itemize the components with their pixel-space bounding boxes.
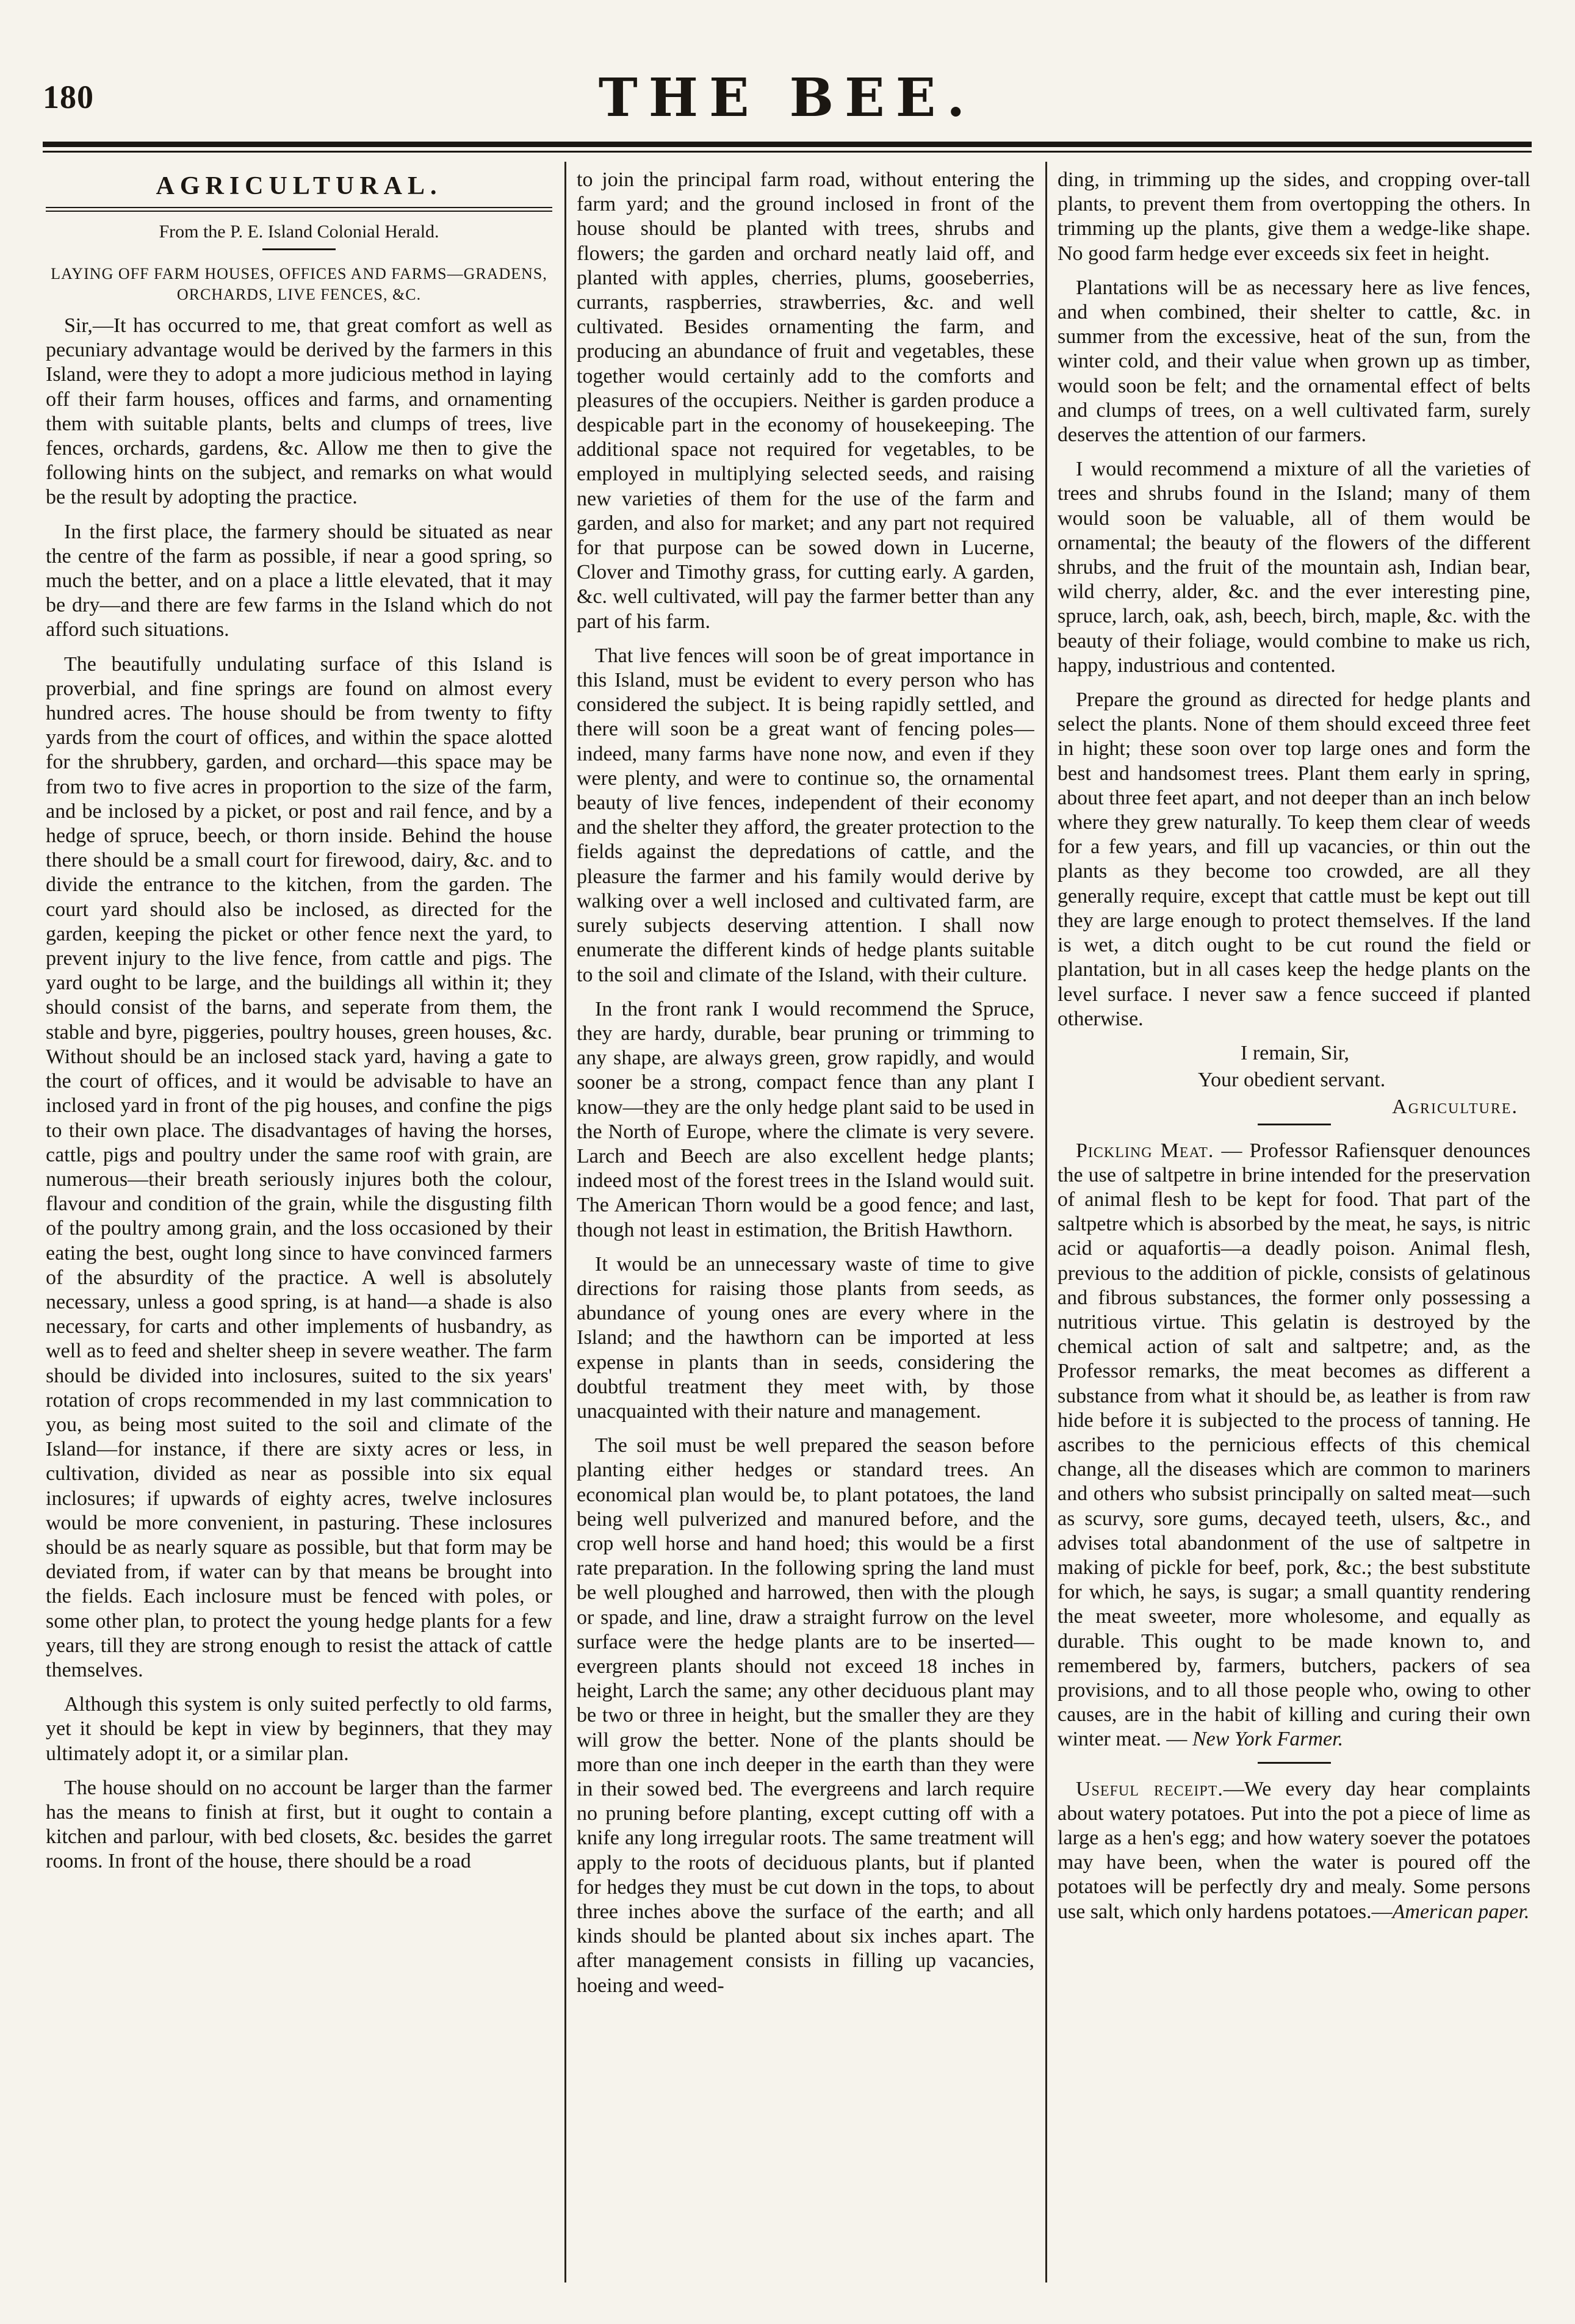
article-source: New York Farmer. (1192, 1728, 1344, 1751)
paragraph: ding, in trimming up the sides, and cropping over-tall plants, to prevent them from overtopping the others. In trimming up the plants, give them a wedge-like shape. No good farm hedge ever exceeds six feet in height. (1058, 168, 1530, 265)
signature-line: I remain, Sir, (1241, 1041, 1350, 1064)
paragraph: The soil must be well prepared the season before planting either hedges or standard trees. An economical plan would be, to plant potatoes, the land being well pulverized and manured before, and the crop well horse and hand hoed; this would be a first rate preparation. In the following spring the land must be well ploughed and harrowed, then with the plough or spade, and line, draw a straight furrow on the level surface were the hedge plants are to be inserted—evergreen plants should not exceed 18 inches in height, Larch the same; any other deciduous plant may be two or three in height, but the smaller they are they will grow the better. None of the plants should be more than one inch deeper in the earth than they were in their sowed bed. The evergreens and larch require no pruning before planting, except cutting off with a knife any long irregular roots. The same treatment will apply to the roots of deciduous plants, but if planted for hedges they must be cut down in the tops, to about three inches above the surface of the earth; and all kinds should be planted about six inches apart. The after management consists in filling up vacancies, hoeing and weed- (577, 1434, 1034, 1997)
paragraph: The house should on no account be larger than the farmer has the means to finish at first, but it ought to contain a kitchen and parlour, with bed closets, &c. besides the garret rooms. In front of the house, there should be a road (46, 1776, 552, 1873)
journal-title: THE BEE. (598, 67, 976, 129)
column-3 (1058, 168, 1530, 2282)
short-rule (262, 248, 336, 250)
paragraph: Prepare the ground as directed for hedge plants and select the plants. None of them should exceed three feet in hight; these soon over top large ones and form the best and handsomest trees. Plant them early in spring, about three feet apart, and not deeper than an inch below where they grew naturally. To keep them clear of weeds for a few years, and fill up vacancies, or thin out the plants as they become too crowded, are all they generally require, except that cattle must be kept out till they are large enough to protect themselves. If the land is wet, a ditch ought to be cut round the field or plantation, but in all cases keep the hedge plants on the level surface. I never saw a fence succeed if planted otherwise. (1058, 688, 1530, 1030)
section-heading: AGRICULTURAL. (156, 172, 442, 200)
paragraph: That live fences will soon be of great importance in this Island, must be evident to every person who has considered the subject. It is being rapidly settled, and there will soon be a great want of fencing poles—indeed, many farms have none now, and even if they were plenty, and were to continue so, the ornamental beauty of live fences, independent of their economy and the shelter they afford, the greater protection to the fields against the depredations of cattle, and the pleasure the farmer and his family would derive by walking over a well inclosed and cultivated farm, are surely subjects deserving attention. I shall now enumerate the different kinds of hedge plants suitable to the soil and climate of the Island, with their culture. (577, 644, 1034, 986)
header-rule-thick (43, 142, 1532, 147)
heading-rule (46, 207, 552, 208)
article-source: American paper. (1392, 1900, 1530, 1923)
article-body: — Professor Rafiensquer denounces the use of saltpetre in brine intended for the preservation of animal flesh to be kept for food. That part of the saltpetre which is absorbed by the meat, he says, is nitric acid or aquafortis—a deadly poison. Animal flesh, previous to the addition of pickle, consists of gelatinous and fibrous substances, the former only possessing a nutritious virtue. This gelatin is destroyed by the chemical action of salt and saltpetre; and, as the Professor remarks, the meat becomes as different a substance from what it should be, as leather is from raw hide before it is subjected to the process of tanning. He ascribes to the pernicious effects of this chemical change, all the diseases which are common to mariners and others who subsist principally on salted meat—such as scurvy, sore gums, decayed teeth, ulsers, &c., and advises total abandonment of the use of saltpetre in making of pickle for beef, pork, &c.; the best substitute for which, he says, is sugar; a small quantity rendering the meat sweeter, more wholesome, and equally as durable. This ought to be made known to, and remembered by, farmers, butchers, packers of sea provisions, and to all those people who, owing to other causes, are in the habit of killing and curing their own winter meat. — (1058, 1139, 1530, 1751)
header-rule-thin (43, 151, 1532, 153)
source-credit: From the P. E. Island Colonial Herald. (159, 222, 439, 242)
column-divider (1045, 162, 1047, 2282)
paragraph: In the first place, the farmery should be situated as near the centre of the farm as possible, if near a good spring, so much the better, and on a place a little elevated, that it may be dry—and there are few farms in the Island which do not afford such situations. (46, 520, 552, 641)
article-body: —We every day hear complaints about watery potatoes. Put into the pot a piece of lime as large as a hen's egg; and how watery soever the potatoes may have been, when the water is poured off the potatoes will be perfectly dry and mealy. Some persons use salt, which only hardens potatoes.— (1058, 1777, 1530, 1923)
masthead (43, 67, 1532, 134)
pickling-meat-article (1058, 1139, 1530, 1752)
column-divider (564, 162, 566, 2282)
page-number: 180 (43, 79, 94, 115)
signature-name: Agriculture. (1392, 1095, 1518, 1119)
paragraph: In the front rank I would recommend the Spruce, they are hardy, durable, bear pruning or trimming to any shape, are always green, grow rapidly, and would sooner be a strong, compact fence than any plant I know—they are the only hedge plant said to be used in the North of Europe, where the climate is very severe. Larch and Beech are also excellent hedge plants; indeed most of the forest trees in the Island would suit. The American Thorn would be a good fence; and last, though not least in estimation, the British Hawthorn. (577, 997, 1034, 1241)
article-title: LAYING OFF FARM HOUSES, OFFICES AND FARMS—GRADENS, ORCHARDS, LIVE FENCES, &C. (51, 265, 547, 303)
column-1 (46, 168, 552, 2282)
paragraph: Sir,—It has occurred to me, that great comfort as well as pecuniary advantage would be derived by the farmers in this Island, were they to adopt a more judicious method in laying off their farm houses, offices and farms, and ornamenting them with suitable plants, belts and clumps of trees, live fences, orchards, gardens, &c. Allow me then to give the following hints on the subject, and remarks on what would be the result by adopting the practice. (46, 314, 552, 509)
column-2 (577, 168, 1034, 2282)
paragraph: It would be an unnecessary waste of time to give directions for raising those plants from seeds, as abundance of young ones are every where in the Island; and the hawthorn can be imported at less expense in plants than in seeds, considering the doubtful treatment they meet with, by those unacquainted with their nature and management. (577, 1252, 1034, 1423)
paragraph: Although this system is only suited perfectly to old farms, yet it should be kept in view by beginners, that they may ultimately adopt it, or a similar plan. (46, 1693, 552, 1765)
paragraph: I would recommend a mixture of all the varieties of trees and shrubs found in the Island; many of them would soon be valuable, all of them would be ornamental; the beauty of the flowers of the different shrubs, and the fruit of the mountain ash, Indian bear, wild cherry, alder, &c. and the ever interesting pine, spruce, larch, oak, ash, beech, birch, maple, &c. with the beauty of their foliage, would combine to make us rich, happy, industrious and contented. (1058, 458, 1530, 677)
paragraph: to join the principal farm road, without entering the farm yard; and the ground inclosed in front of the house should be planted with trees, shrubs and flowers; the garden and orchard neatly laid off, and planted with apples, cherries, plums, gooseberries, currants, raspberries, strawberries, &c. and well cultivated. Besides ornamenting the farm, and producing an abundance of fruit and vegetables, these together would certainly add to the comforts and pleasures of the occupiers. Neither is garden produce a despicable part in the economy of housekeeping. The additional space not required for vegetables, to be employed in multiplying selected seeds, and raising new varieties of them for the use of the farm and garden, and also for market; and any part not required for that purpose can be sowed down in Lucerne, Clover and Timothy grass, for cutting early. A garden, &c. well cultivated, will pay the farmer better than any part of his farm. (577, 168, 1034, 633)
paragraph: The beautifully undulating surface of this Island is proverbial, and fine springs are found on almost every hundred acres. The house should be from twenty to fifty yards from the court of offices, and within the space alotted for the shrubbery, garden, and orchard—this space may be from two to five acres in proportion to the size of the farm, and be inclosed by a picket, or post and rail fence, and by a hedge of spruce, beech, or thorn inside. Behind the house there should be a small court for firewood, dairy, &c. and to divide the entrance to the kitchen, from the garden. The court yard should also be inclosed, as directed for the garden, keeping the picket or other fence next the yard, to prevent injury to the live fence, from cattle and pigs. The yard ought to be large, and the buildings all within it; they should consist of the barns, and seperate from them, the stable and byre, piggeries, poultry houses, green houses, &c. Without should be an inclosed stack yard, having a gate to the court of offices, and it would be advisable to have an inclosed yard in front of the pig houses, and confine the pigs to their own place. The disadvantages of having the horses, cattle, pigs and poultry under the same roof with grain, are numerous—their breath seriously injures both the colour, flavour and condition of the grain, while the disgusting filth of the poultry among grain, and the loss occasioned by their eating the best, ought long since to have convinced farmers of the absurdity of the practice. A well is absolutely necessary, unless a good spring, is at hand—a shade is also necessary, for carts and other implements of husbandry, as well as to feed and shelter sheep in severe weather. The farm should be divided into inclosures, suited to the six years' rotation of crops recommended in my last commnication to you, as being most suited to the soil and climate of the Island—for instance, if there are sixty acres or less, in cultivation, divided as near as possible into six equal inclosures; if upwards of eighty acres, twelve inclosures would be more convenient, in pasturing. These inclosures should be as nearly square as possible, but that form may be deviated from, if water can by that means be brought into the fields. Each inclosure must be fenced with poles, or some other plan, to protect the young hedge plants for a few years, till they are strong enough to resist the attack of cattle themselves. (46, 652, 552, 1681)
short-rule (1258, 1762, 1331, 1764)
article-label: Useful receipt. (1076, 1777, 1224, 1800)
paragraph: Plantations will be as necessary here as live fences, and when combined, their shelter to cattle, &c. in summer from the excessive, heat of the sun, from the winter cold, and their value when grown up as timber, would soon be felt; and the ornamental effect of belts and clumps of trees, on a well cultivated farm, surely deserves the attention of our farmers. (1058, 276, 1530, 447)
short-rule (1258, 1124, 1331, 1125)
useful-receipt-article (1058, 1777, 1530, 1924)
signature-line: Your obedient servant. (1198, 1069, 1386, 1092)
article-label: Pickling Meat. (1076, 1139, 1214, 1162)
heading-rule (46, 211, 552, 212)
